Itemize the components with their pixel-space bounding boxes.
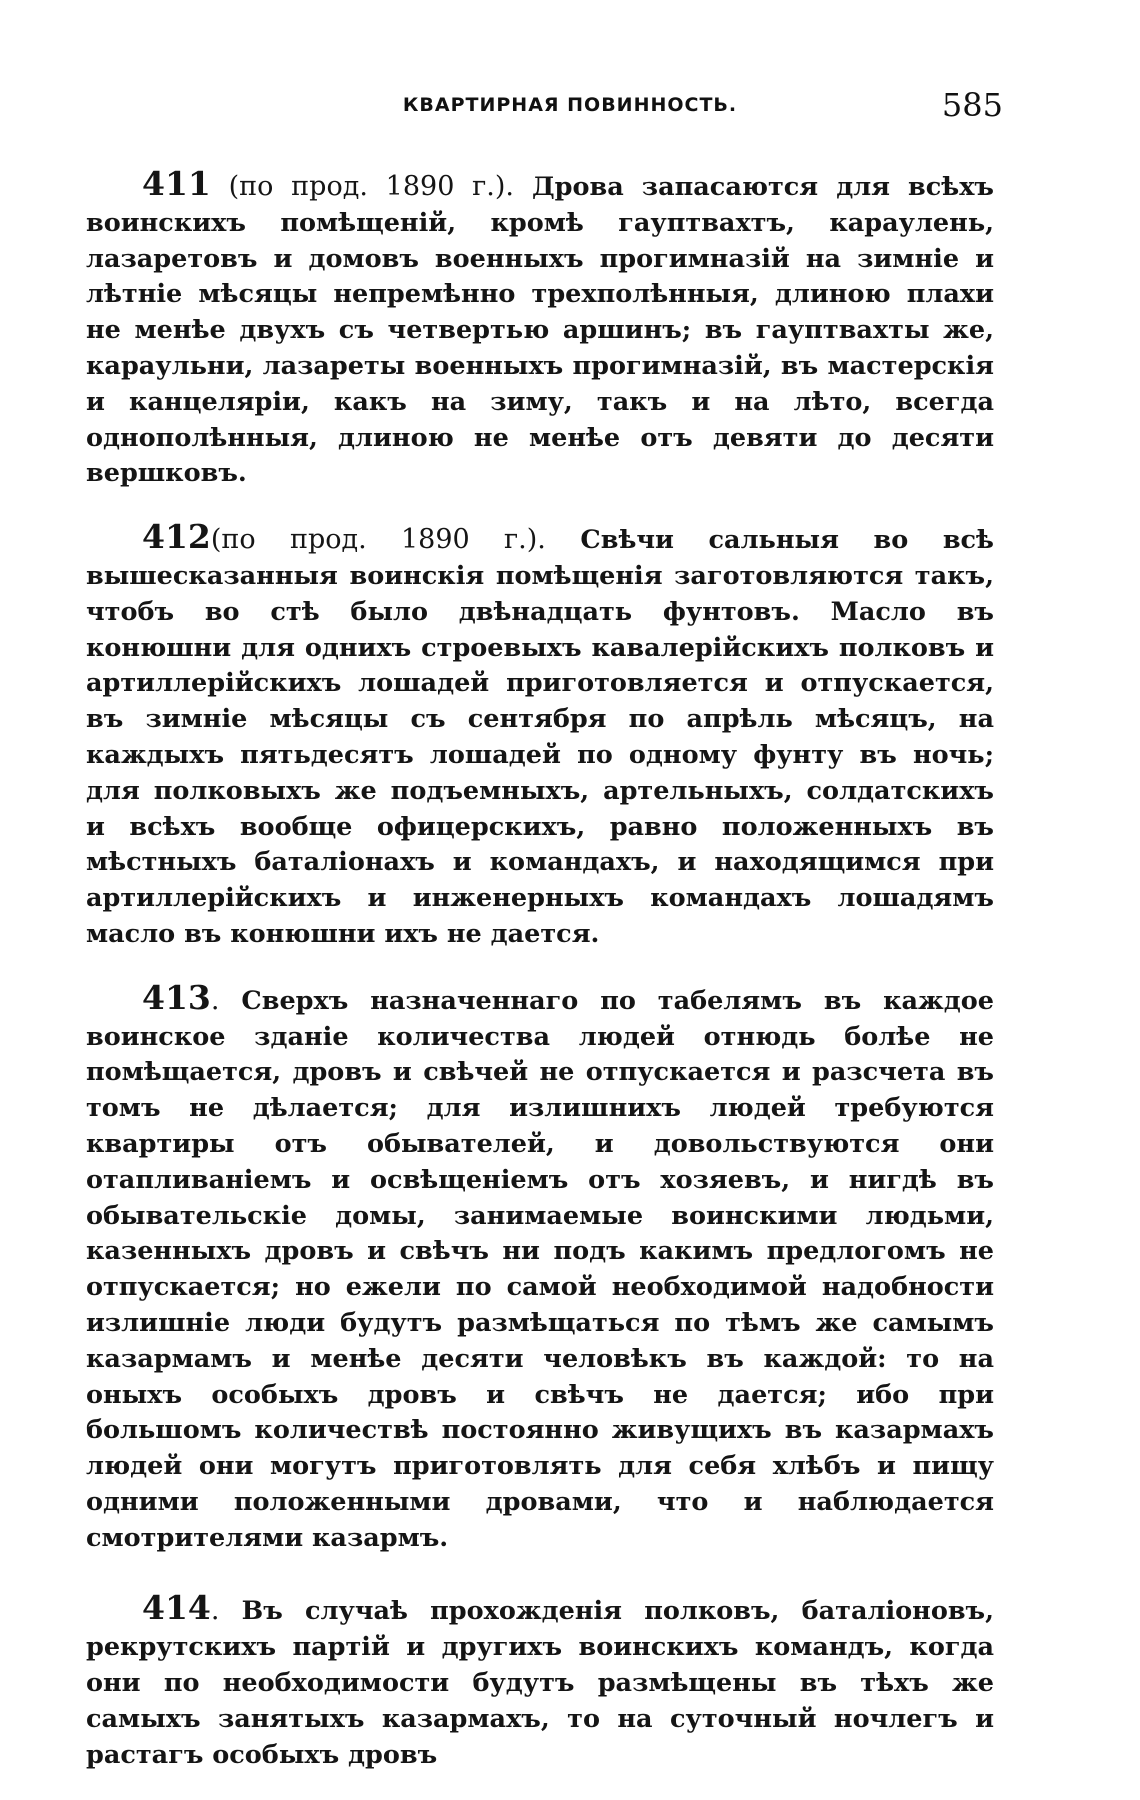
paragraph-number: 414 xyxy=(142,1588,211,1628)
paragraph-412 xyxy=(86,519,994,953)
running-title: КВАРТИРНАЯ ПОВИННОСТЬ. xyxy=(402,94,738,116)
paragraph-text: Въ случаѣ прохожденія полковъ, баталіоновъ, рекрутскихъ партій и другихъ воинскихъ командъ, когда они по необходимости будутъ размѣщены въ тѣхъ же самыхъ занятыхъ казармахъ, то на суточный ночлегъ и растагъ особыхъ дровъ xyxy=(86,1596,994,1770)
paragraph-note: (по прод. 1890 г.). xyxy=(210,171,514,202)
paragraph-note: . xyxy=(210,1595,220,1627)
text-column xyxy=(86,166,994,1800)
paragraph-text: Сверхъ назначеннаго по табелямъ въ каждое воинское зданіе количества людей отнюдь болѣе не помѣщается, дровъ и свѣчей не отпускается и разсчета въ томъ не дѣлается; для излишнихъ людей требуются квартиры отъ обывателей, и довольствуются они отапливаніемъ и освѣщеніемъ отъ хозяевъ, и нигдѣ въ обывательскіе домы, занимаемые воинскими людьми, казенныхъ дровъ и свѣчъ ни подъ какимъ предлогомъ не отпускается; но ежели по самой необходимой надобности излишніе люди будутъ размѣщаться по тѣмъ же самымъ казармамъ и менѣе десяти человѣкъ въ каждой: то на оныхъ особыхъ дровъ и свѣчъ не дается; ибо при большомъ количествѣ постоянно живущихъ въ казармахъ людей они могутъ приготовлять для себя хлѣбъ и пищу одними положенными дровами, что и наблюдается смотрителями казармъ. xyxy=(86,985,994,1553)
paragraph-note: (по прод. 1890 г.). xyxy=(210,524,546,556)
paragraph-414 xyxy=(86,1590,994,1773)
paragraph-number: 411 xyxy=(142,164,211,203)
page-number: 585 xyxy=(941,86,1003,124)
paragraph-number: 413 xyxy=(142,977,211,1017)
paragraph-411 xyxy=(86,166,994,492)
paragraph-note: . xyxy=(210,984,220,1016)
paragraph-number: 412 xyxy=(142,517,211,557)
paragraph-text: Свѣчи сальныя во всѣ вышесказанныя воинскія помѣщенія заготовляются такъ, чтобъ во стѣ было двѣнадцать фунтовъ. Масло въ конюшни для однихъ строевыхъ кавалерійскихъ полковъ и артиллерійскихъ лошадей приготовляется и отпускается, въ зимніе мѣсяцы съ сентября по апрѣль мѣсяцъ, на каждыхъ пятьдесятъ лошадей по одному фунту въ ночь; для полковыхъ же подъемныхъ, артельныхъ, солдатскихъ и всѣхъ вообще офицерскихъ, равно положенныхъ въ мѣстныхъ баталіонахъ и командахъ, и находящимся при артиллерійскихъ и инженерныхъ командахъ лошадямъ масло въ конюшни ихъ не дается. xyxy=(86,525,994,949)
paragraph-text: Дрова запасаются для всѣхъ воинскихъ помѣщеній, кромѣ гауптвахтъ, караулень, лазаретовъ и домовъ военныхъ прогимназій на зимніе и лѣтніе мѣсяцы непремѣнно трехполѣнныя, длиною плахи не менѣе двухъ съ четвертью аршинъ; въ гауптвахты же, караульни, лазареты военныхъ прогимназій, въ мастерскія и канцеляріи, какъ на зиму, такъ и на лѣто, всегда однополѣнныя, длиною не менѣе отъ девяти до десяти вершковъ. xyxy=(86,172,994,489)
paragraph-413 xyxy=(86,977,994,1557)
